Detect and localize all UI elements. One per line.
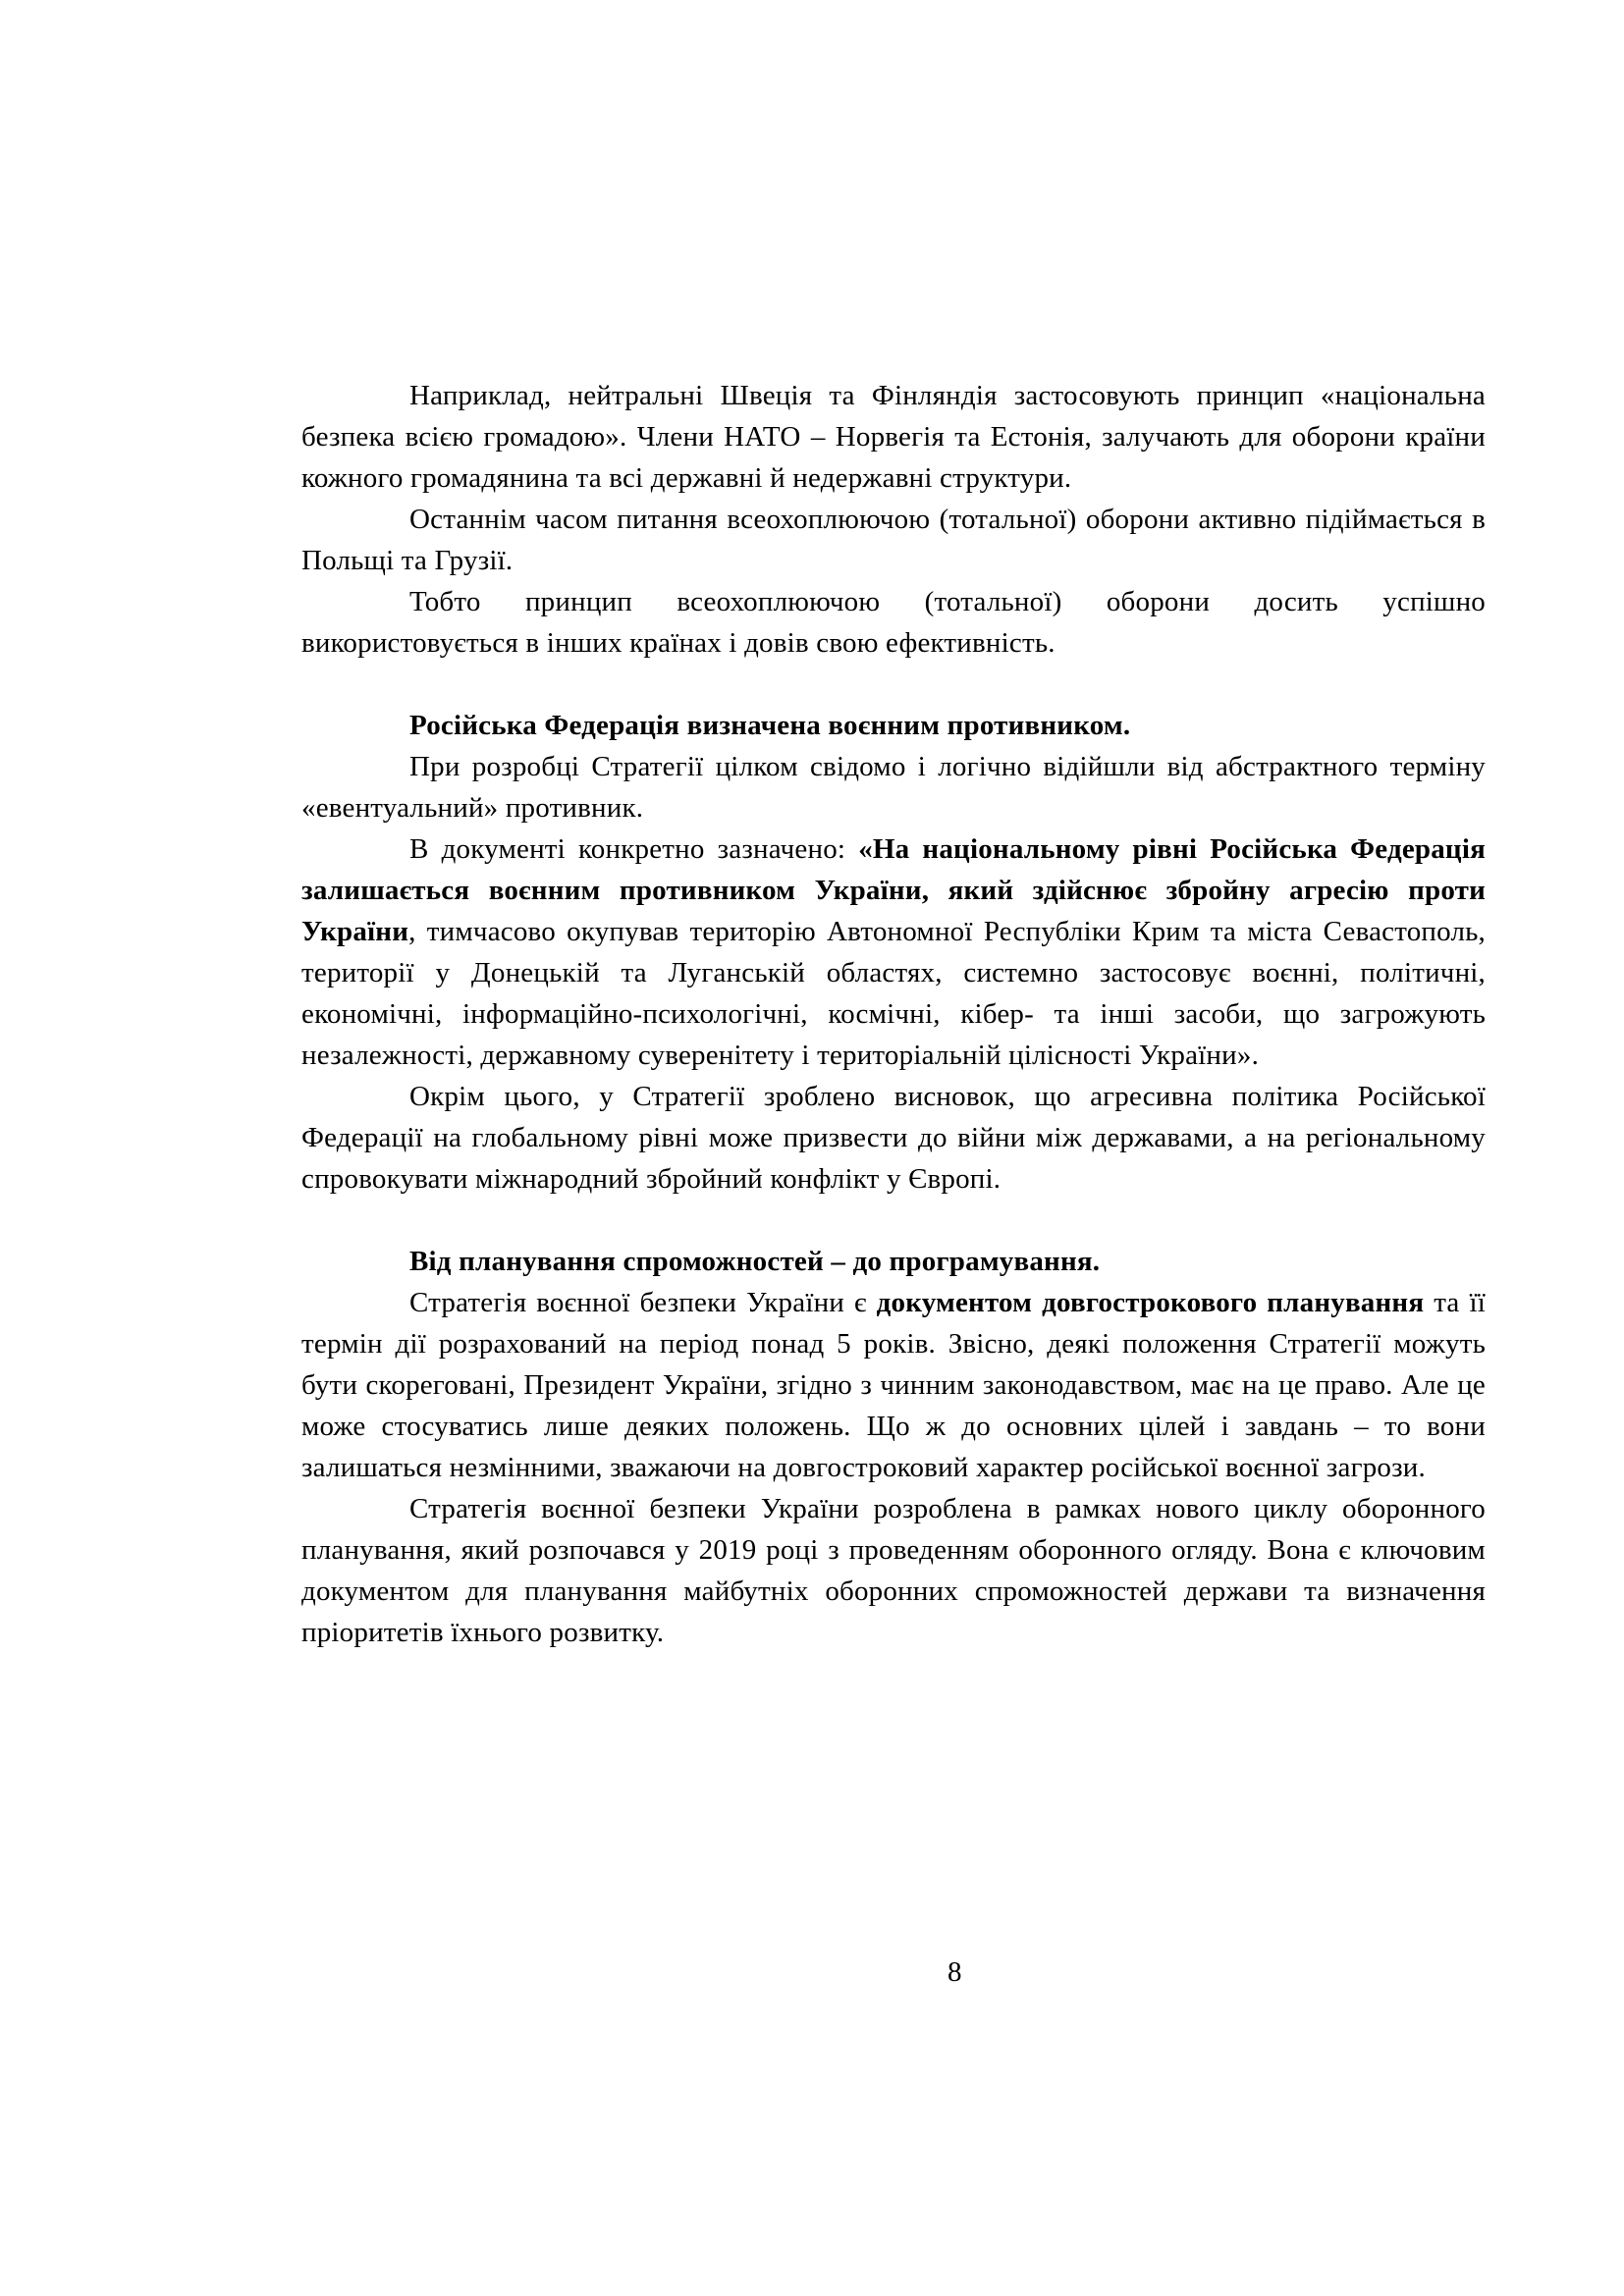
text-run: , тимчасово окупував територію Автономної Республіки Крим та міста Севастополь, території у Донецькій та Луганській областях, системно застосовує воєнні, політичні, економічні, інформаційно-психологічні, космічні, кібер- та інші засоби, що загрожують незалежності, державному суверенітету і територіальній цілісності України». [301,916,1486,1071]
text-run: Наприклад, нейтральні Швеція та Фінляндія застосовують принцип «національна безпека всією громадою». Члени НАТО – Норвегія та Естонія, залучають для оборони країни кожного громадянина та всі державні й недержавні структури. [301,380,1486,494]
paragraph [301,375,1486,499]
paragraph [301,828,1486,1076]
text-run: документом довгострокового планування [876,1287,1425,1318]
paragraph [301,1076,1486,1200]
section-heading [301,705,1486,746]
text-run: «На національному рівні Російська Федерація залишається воєнним противником України, який здійснює збройну агресію проти України [301,833,1486,947]
paragraph [301,499,1486,581]
paragraph [301,746,1486,828]
text-run: та її термін дії розрахований на період понад 5 років. Звісно, деякі положення Стратегії можуть бути скореговані, Президент України, згідно з чинним законодавством, має на це право. Але це може стосуватись лише деяких положень. Що ж до основних цілей і завдань – то вони залишаться незмінними, зважаючи на довгостроковий характер російської воєнної загрози. [301,1287,1486,1483]
text-run: Від планування спроможностей – до програмування. [409,1246,1101,1277]
text-run: При розробці Стратегії цілком свідомо і логічно відійшли від абстрактного терміну «евентуальний» противник. [301,751,1486,824]
text-run: Тобто принцип всеохоплюючою (тотальної) оборони досить успішно використовується в інших країнах і довів свою ефективність. [301,586,1486,659]
document-text-block [301,375,1486,1653]
text-run: Окрім цього, у Стратегії зроблено висновок, що агресивна політика Російської Федерації на глобальному рівні може призвести до війни між державами, а на регіональному спровокувати міжнародний збройний конфлікт у Європі. [301,1081,1486,1195]
text-run: Стратегія воєнної безпеки України розроблена в рамках нового циклу оборонного планування, який розпочався у 2019 році з проведенням оборонного огляду. Вона є ключовим документом для планування майбутніх оборонних спроможностей держави та визначення пріоритетів їхнього розвитку. [301,1493,1486,1648]
text-run: Російська Федерація визначена воєнним противником. [409,710,1131,741]
paragraph [301,1282,1486,1488]
paragraph [301,581,1486,664]
page-number: 8 [947,1956,962,1988]
text-run: В документі конкретно зазначено: [409,833,859,865]
text-run: Стратегія воєнної безпеки України є [409,1287,877,1318]
paragraph [301,1488,1486,1653]
section-heading [301,1241,1486,1282]
text-run: Останнім часом питання всеохоплюючою (тотальної) оборони активно підіймається в Польщі та Грузії. [301,504,1486,576]
